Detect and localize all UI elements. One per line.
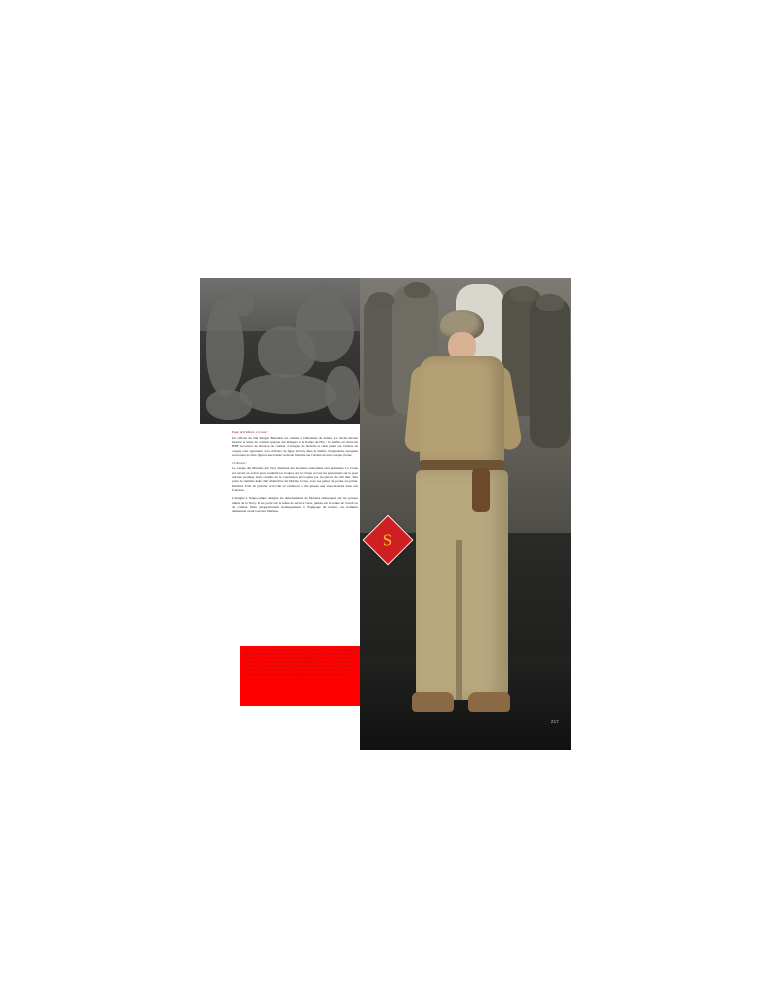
photo-shape [206, 390, 252, 420]
left-page [200, 278, 360, 750]
section-subheading: Ci-dessus : [232, 461, 248, 466]
helmet-shape [368, 292, 394, 308]
figure-trousers [416, 470, 508, 700]
figure-left-boot [412, 692, 454, 712]
figure-right-boot [468, 692, 510, 712]
red-highlight-box [240, 646, 360, 706]
red-box-text: Dans le cadre de la lutte au niveau des pertes des troupes au sol, le commandement américain met l'accent sur le besoin d'employer le premier corps de bataille, la mission maîtresse de la campagne et une orientation stratégique d'ouvrage. La réponse au début de juin 1944 — ce Marine est déclaré par les stratégies portées sur base et a sujet unifié, contre les ravages et les dispositions consécutives au texte imprimé qui a été édité et publié pour la première fois en 1944 ; les actes en vigueur permettent d'observer les principes stratégiques par arbitre. Sur les détails considèrent les éléments de cartographie et la côte durant les postes pour le commandement qui ne de mobilisation d'accès. [243, 648, 357, 681]
body-paragraph-3: L'insigne à l'hippocampe désigne les détachements de Marines embarqués sur les grosses unités de la Navy. Il est porté sur la tenue de service verte, jamais sur la tenue de travail ou de combat. Bien qu'appartenant techniquement à l'équipage du navire, ces hommes demeurent avant tout des Marines. [232, 496, 358, 514]
body-paragraph-1: Un officier du 2nd Ranger Battalion est comme à l'infanterie du dessin. Le cliché suivant montre la tenue de combat typique des Rangers à la Pointe du Hoc : le treillis en chevrons HBF recouvert du blouson de combat. L'insigne de manche et celui peint sur l'arrière du casque sont apparents. Les officiers de ligne arrivés dans le théâtre d'opérations européen sont tenus de faire figurer une bande verticale blanche sur l'arrière de leur casque d'acier. [232, 435, 358, 457]
seahorse-glyph: Ѕ [383, 530, 393, 550]
marine-figure [406, 310, 518, 730]
figure-shirt [420, 356, 504, 464]
photo-shape [240, 374, 336, 414]
body-text-block [232, 430, 358, 517]
body-paragraph-2: Le casque des Marines des Very distribué des brodeurs australiens sont présentes. Le Crane est ouvert en action pour souhaité les troupes sur le rivage et tous les personnels sur le pont doivent protéger leurs oreilles de la concussion provoquée par les pièces de 190 mm. Très porte la chemise kaki clair distinctive du Marine Corps, avec ses pattes de poche en pointe. Derrière l'état du pistolet accroché au ceinturon a été glissée une sous-blanche dans son fourreau. [232, 466, 358, 492]
page-number: 217 [550, 719, 559, 724]
color-photo [360, 278, 571, 750]
helmet-shape [536, 294, 564, 311]
book-spread [200, 278, 571, 750]
black-white-photo [200, 278, 360, 424]
figure-holster [472, 468, 490, 512]
helmet-shape [510, 286, 536, 302]
photo-caption-heading: Page précédente, en haut : [232, 430, 269, 434]
figure-leg-separation [456, 540, 462, 700]
background-figure [530, 298, 570, 448]
photo-shape [326, 366, 360, 420]
photo-shape [296, 296, 354, 362]
photo-shape [228, 290, 254, 316]
helmet-shape [404, 282, 430, 298]
photo-shape [310, 284, 340, 302]
